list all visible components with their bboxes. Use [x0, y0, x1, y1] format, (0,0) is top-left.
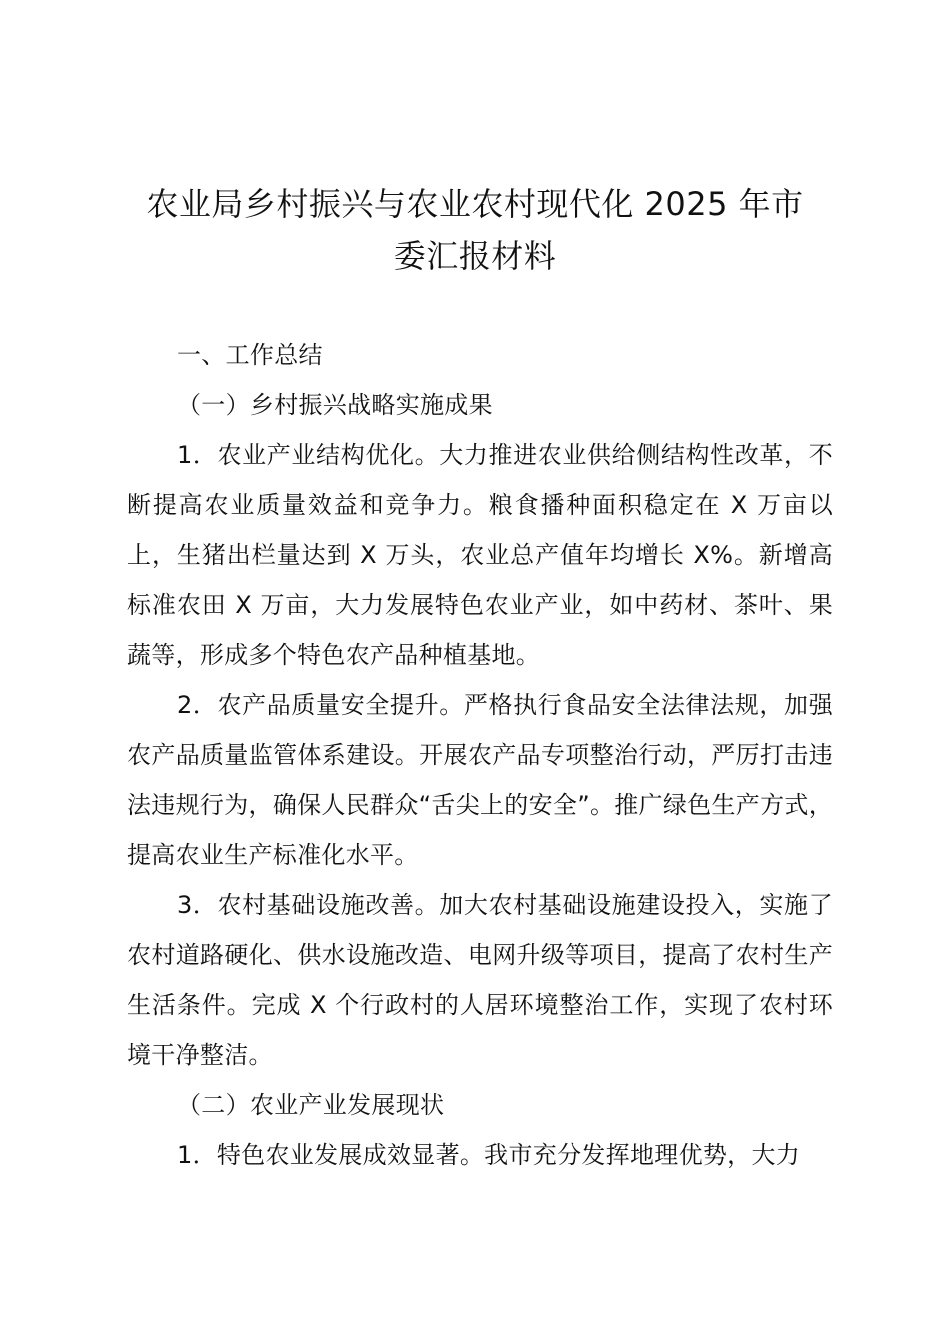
document-title-line-2: 委汇报材料 — [393, 237, 557, 275]
paragraph-industry-structure: 1．农业产业结构优化。大力推进农业供给侧结构性改革，不断提高农业质量效益和竞争力。粮食播种面积稳定在 X 万亩以上，生猪出栏量达到 X 万头，农业总产值年均增长 X%。新增高标准农田 X 万亩，大力发展特色农业产业，如中药材、茶叶、果蔬等，形成多个特色农产品种植基地。 — [127, 441, 833, 669]
document-body — [127, 330, 833, 1180]
section-heading-work-summary: 一、工作总结 — [177, 341, 323, 369]
document-title — [100, 178, 850, 282]
paragraph-specialty-agriculture: 1．特色农业发展成效显著。我市充分发挥地理优势，大力 — [177, 1141, 801, 1169]
subsection-heading-industry-status: （二）农业产业发展现状 — [177, 1091, 445, 1119]
subsection-heading-rural-revitalization: （一）乡村振兴战略实施成果 — [177, 391, 493, 419]
paragraph-infrastructure: 3．农村基础设施改善。加大农村基础设施建设投入，实施了农村道路硬化、供水设施改造、电网升级等项目，提高了农村生产生活条件。完成 X 个行政村的人居环境整治工作，实现了农村环境干净整洁。 — [127, 891, 833, 1069]
paragraph-quality-safety: 2．农产品质量安全提升。严格执行食品安全法律法规，加强农产品质量监管体系建设。开展农产品专项整治行动，严厉打击违法违规行为，确保人民群众“舌尖上的安全”。推广绿色生产方式，提高农业生产标准化水平。 — [127, 691, 833, 869]
document-title-line-1: 农业局乡村振兴与农业农村现代化 2025 年市 — [146, 185, 804, 223]
